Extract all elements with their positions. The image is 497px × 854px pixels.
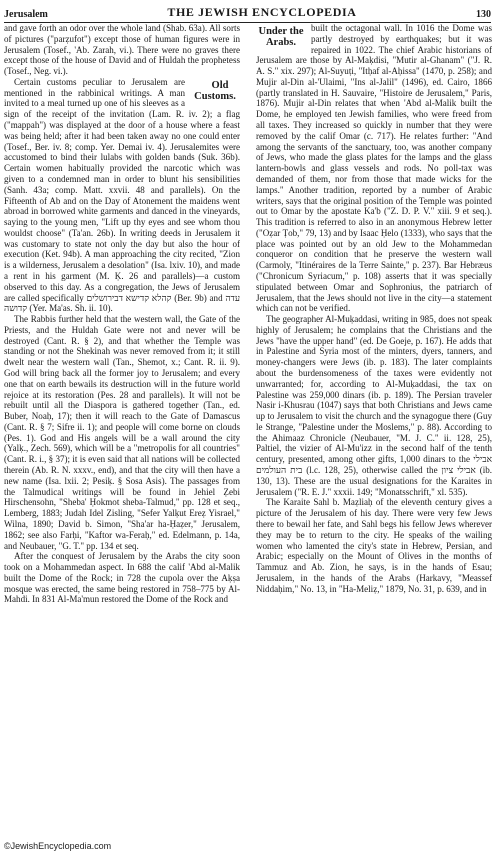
right-column bbox=[256, 23, 492, 835]
right-paragraph-3: The Karaite Sahl b. Maẓliaḥ of the eleventh century gives a picture of the Jerusalem of his day. There were very few Jews there to bewail her fate, and Sahl begs his fellow Jews wherever they may be to return to the city. He speaks of the wailing women who lamented the city's state in Hebrew, Persian, and Arabic; especially on the Mount of Olives in the months of Tammuz and Ab. Zion, he says, is in the hands of Esau; Jerusalem, in the hands of the Arabs (Harkavy, "Meassef Niddaḥim," No. 13, in "Ha-Meliẓ," 1879, No. 31, p. 639, and in bbox=[256, 497, 492, 594]
left-paragraph-2-text: Certain customs peculiar to Jerusalem are mentioned in the rabbinical writings. A man invited to a meal turned up one of his sleeves as a sign of the receipt of the invitation (Lam. R. iv. 2); a flag ("mappah") was displayed at the door of a house where a feast was being held; after it had been taken away no one could enter (Tosef., Ber. iv. 8; comp. Yer. Demai iv. 4). Jerusalemites were accustomed to bind their lulabs with golden bands (Suk. 36b). Certain women habitually provided the narcotic which was given to a condemned man in order to blunt his sensibilities (Sanh. 43a; comp. Matt. xxvii. 48 and parallels). On the Fifteenth of Ab and on the Day of Atonement the maidens went abroad in borrowed white garments and danced in the vineyards, saying to the young men, "Lift up thy eyes and see whom thou wouldst choose" (Ta'an. 26b). In writing deeds in Jerusalem it was customary to state not only the day but also the hour of execution (Ket. 94b). A man approaching the city recited, "Zion is a wilderness, Jerusalem a desolation" (Isa. lxiv. 10), and made a rent in his garment (M. Ḳ. 26 and parallels)—a custom observed to this day. As a congregation, the Jews of Jerusalem are called specifically קהלא קדישא דבירושלים (Ber. 9b) and עדה קדושה (Yer. Ma'as. Sh. ii. 10). bbox=[4, 76, 240, 314]
right-paragraph-1 bbox=[256, 23, 492, 314]
right-paragraph-1-text: built the octagonal wall. In 1016 the Dome was partly destroyed by earthquakes; but it was repaired in 1022. The chief Arabic historians of Jerusalem are those by Al-Maḳdisi, "Mutir al-Ghanam" ("J. R. A. S." xix. 297); Al-Suyuṭi, "Itḥaf al-Aḥissa" (1470, p. 258); and Mujir al-Din al-'Ulaimi, "Ins al-Jalil" (1496), ed. Cairo, 1866 (partly translated in H. Sauvaire, "Histoire de Jerusalem," Paris, 1876). Mujir al-Din relates that when 'Abd al-Malik built the Dome, he employed ten Jewish families, who were freed from all taxes. They increased so quickly in number that they were removed by the calif Omar (c. 717). He relates further: "And among the servants of the sanctuary, too, was another company of Jews, who made the glass plates for the lamps and the glass lantern-bowls and glass vessels and rods. No poll-tax was demanded of them, nor from those that made wicks for the lamps." Another tradition, reported by a number of Arabic writers, says that the original position of the Temple was pointed out to Omar by the apostate Ka'b ("Z. D. P. V." xiii. 9 et seq.). This tradition is referred to also in an anonymous Hebrew letter ("Oẓar Ṭob," 79, 13) and by Isaac Ḥelo (1333), who says that the place was pointed out by an old Jew to the Mohammedan conqueror on condition that he preserve the western wall (Carmoly, "Itinéraires de la Terre Sainte," p. 237). Bar Hebræus ("Chronicum Syriacum," p. 108) asserts that it was specially stipulated between Omar and Sophronius, the patriarch of Jerusalem, that the Jews should not live in the city—a statement which can not be verified. bbox=[256, 23, 492, 314]
left-paragraph-3: The Rabbis further held that the western wall, the Gate of the Priests, and the Huldah Gate were not and never will be destroyed (Cant. R. § 2), and that whether the Temple was standing or not the Shekinah was never removed from it; it still dwelt near the western wall (Tan., Shemot, x.; Cant. R. ii. 9). God will bring back all the former joy to Jerusalem; and every one that on earth bewails its destruction will in the future world rejoice at its restoration (Pes. 28 and parallels). It will not be rebuilt until all the Diaspora is gathered together (Tan., ed. Buber, Noaḥ, 17); then it will reach to the Gate of Damascus (Cant. R. § 7; Sifre ii. 1); and people will come borne on clouds (Pes. 1). God and His angels will be a wall around the city (Yalḳ., Zech. 569), which will be a "metropolis for all countries" (Cant. R. i., § 37); it is even said that all nations will be collected therein (Ab. R. N. xxxv., end), and that the city will then have a new name (Isa. lxii. 2; Pesiḳ. § Sosa Asis). The passages from the Talmudical writings will be found in Jehiel Ẓebi Hirschensohn, "Sheba' Ḥokmot sheba-Talmud," pp. 128 et seq., Lemberg, 1883; Judah Idel Zisling, "Sefer Yalḳut Ereẓ Yisrael," Wilna, 1890; David b. Simon, "Sha'ar ha-Ḥaẓer," Jerusalem, 1862; see also Farḥi, "Kaftor wa-Feraḥ," ed. Edelmann, p. 14a, and Neubauer, "G. T." pp. 134 et seq. bbox=[4, 314, 240, 551]
left-column bbox=[4, 23, 240, 835]
left-paragraph-2 bbox=[4, 77, 240, 314]
right-paragraph-2: The geographer Al-Muḳaddasi, writing in 985, does not speak highly of Jerusalem; he complains that the Christians and the Jews "have the upper hand" (ed. De Goeje, p. 167). He adds that in Palestine and Syria most of the minters, dyers, tanners, and money-changers were Jews (ib. p. 183). The later complaints about the burdensomeness of the taxes were evidently not unwarranted; for, according to Al-Muḳaddasi, the tax on Palestine was 259,000 dinars (ib. p. 189). The Persian traveler Nasir i-Khusrau (1047) says that both Christians and Jews came up to Jerusalem to visit the church and the synagogue there (Guy le Strange, "Palestine under the Moslems," p. 88). According to the Ahimaaz Chronicle (Neubauer, "M. J. C." ii. 128, 25), Paltiel, the vizier of Al-Mu'izz in the second half of the tenth century, presented, among other gifts, 1,000 dinars to the אבילי בית העולמים (l.c. 128, 25), otherwise called the אבילי ציון (ib. 130, 13). These are the usual designations for the Karaites in Jerusalem ("R. E. J." xxxii. 149; "Monatsschrift," xl. 535). bbox=[256, 314, 492, 497]
running-head-left: Jerusalem bbox=[4, 9, 48, 20]
sidehead-under-the-arabs: Under the Arabs. bbox=[258, 26, 304, 48]
running-head-title: THE JEWISH ENCYCLOPEDIA bbox=[167, 5, 357, 19]
page-header bbox=[4, 2, 491, 23]
left-paragraph-1: and gave forth an odor over the whole land (Shab. 63a). All sorts of pictures ("parẓufot") except those of human figures were in Jerusalem (Tosef., 'Ab. Zarah, vi.). There were no graves there except those of the house of David and of Huldah the prophetess (Tosef., Neg. vi.). bbox=[4, 23, 240, 77]
copyright-footer[interactable]: ©JewishEncyclopedia.com bbox=[4, 841, 112, 851]
left-paragraph-4: After the conquest of Jerusalem by the Arabs the city soon took on a Mohammedan aspect. In 688 the calif 'Abd al-Malik built the Dome of the Rock; in 728 the cupola over the Aḳṣa mosque was erected, the same being restored in 758–775 by Al-Mahdi. In 831 Al-Ma'mun restored the Dome of the Rock and bbox=[4, 551, 240, 605]
sidehead-old-customs: Old Customs. bbox=[194, 79, 236, 102]
page-number: 130 bbox=[476, 9, 491, 20]
